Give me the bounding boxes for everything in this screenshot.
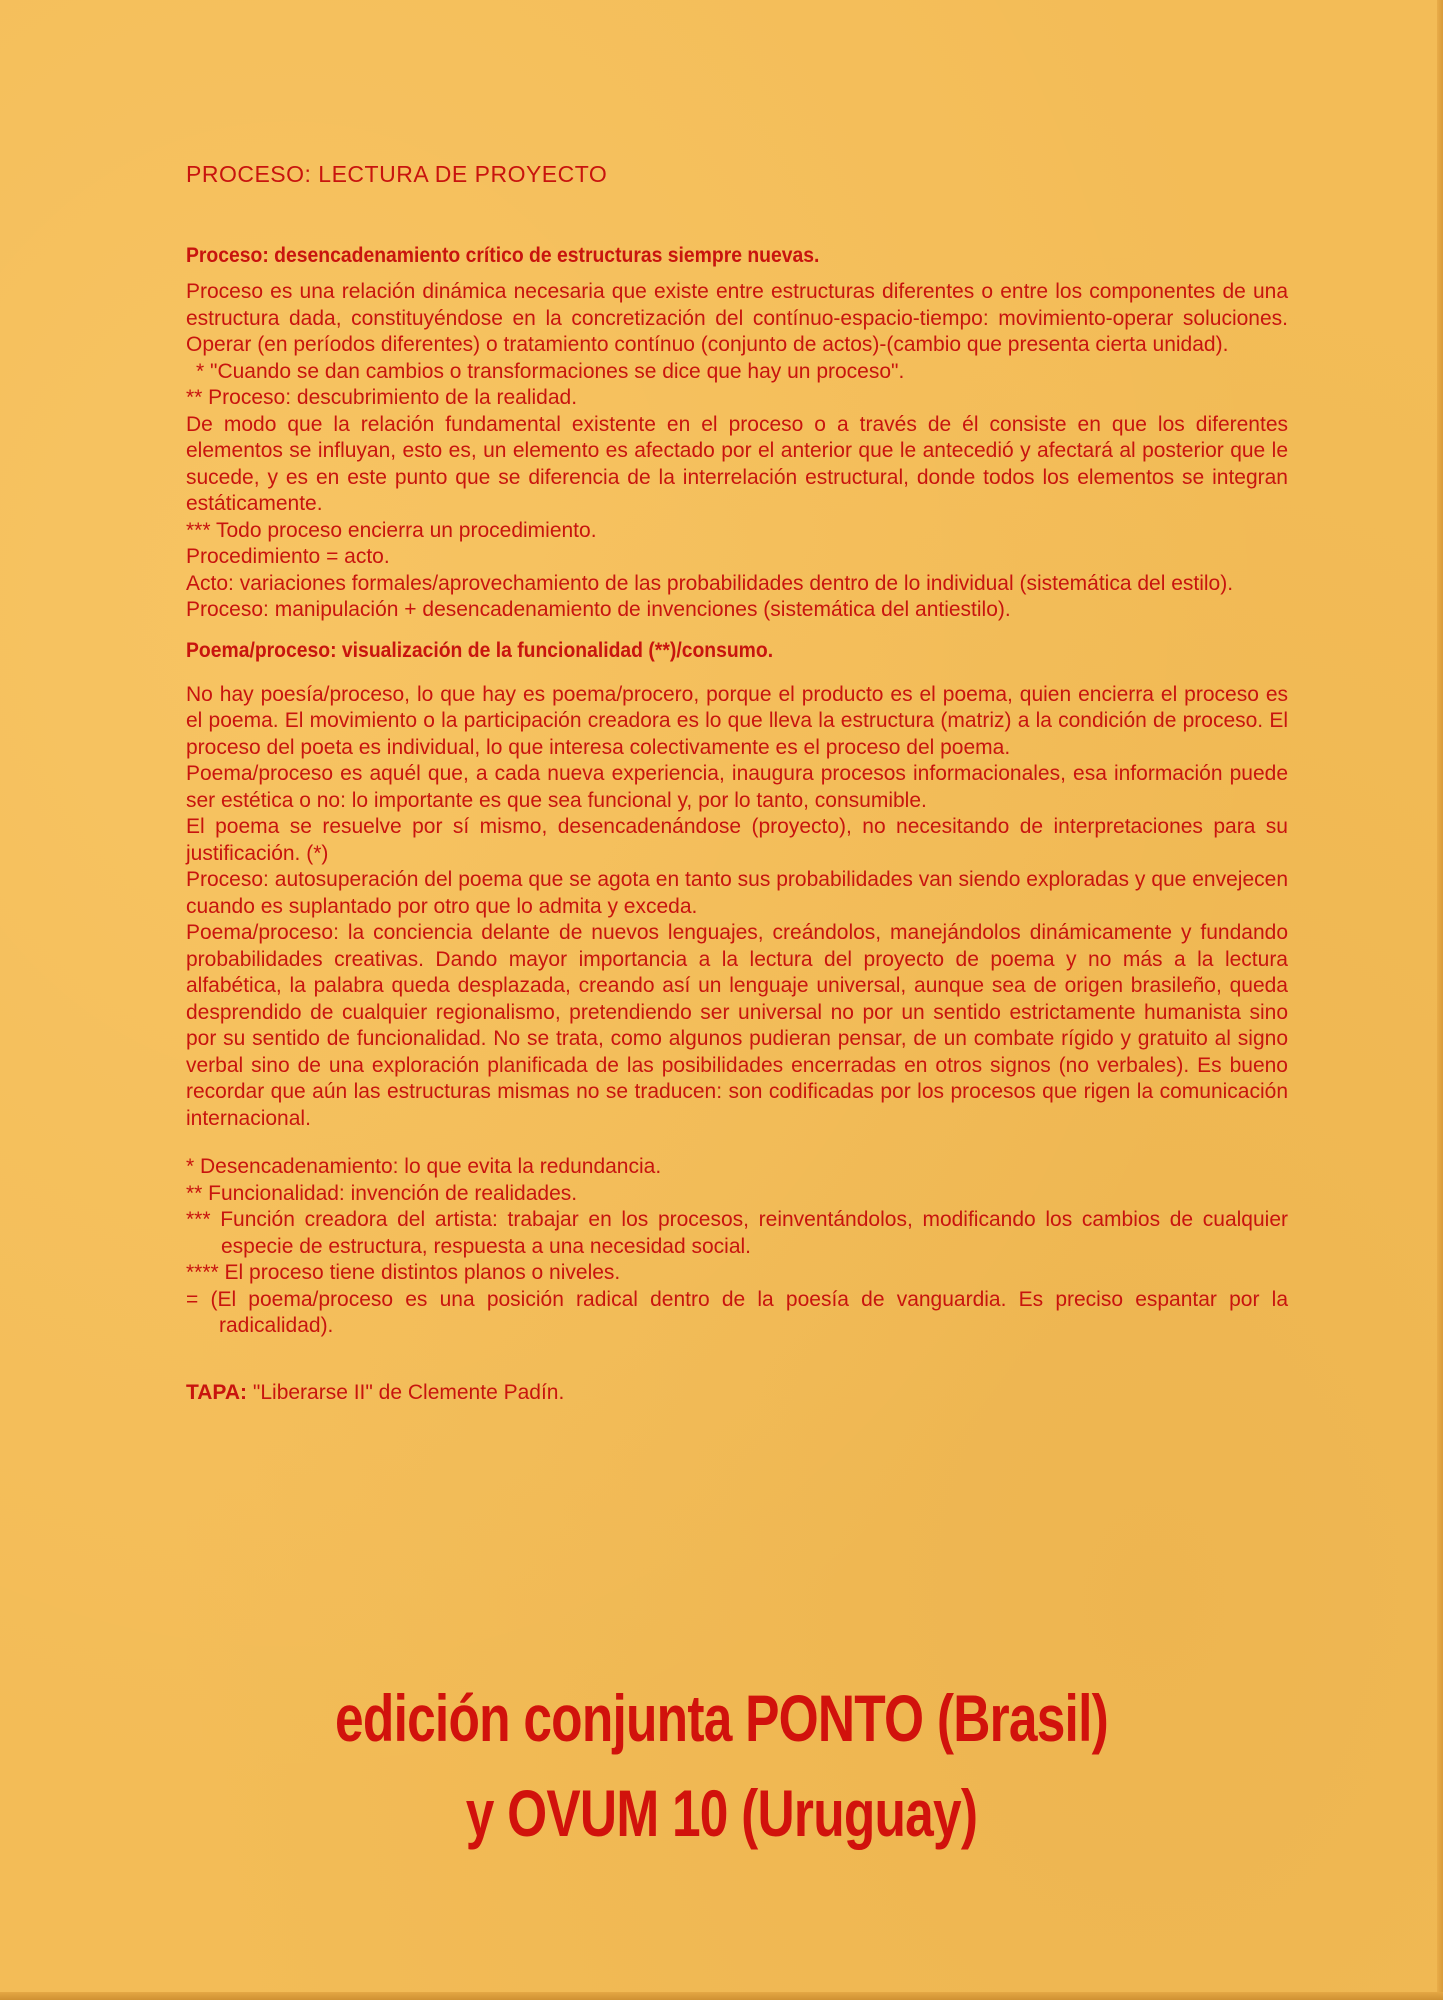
cover-credit-label: TAPA:	[186, 1380, 248, 1404]
note-5: = (El poema/proceso es una posición radical dentro de la poesía de vanguardia. Es preciso espantar por la radicalidad).	[186, 1287, 1288, 1337]
paragraph-10: Poema/proceso es aquél que, a cada nueva experiencia, inaugura procesos informacionales, esa información puede ser estética o no: lo importante es que sea funcional y, por lo tanto, consumible.	[186, 762, 1288, 812]
paper-edge-bottom	[0, 1992, 1443, 2000]
section-title-poema-proceso: Poema/proceso: visualización de la funcionalidad (**)/consumo.	[186, 637, 774, 662]
paragraph-3: ** Proceso: descubrimiento de la realidad.	[186, 386, 578, 409]
text-body	[186, 160, 1288, 1406]
paragraph-11: El poema se resuelve por sí mismo, desencadenándose (proyecto), no necesitando de interpretaciones para su justificación. (*)	[186, 815, 1288, 865]
paragraph-12: Proceso: autosuperación del poema que se agota en tanto sus probabilidades van siendo exploradas y que envejecen cuando es suplantado por otro que lo admita y exceda.	[186, 868, 1288, 918]
footer-line-2: y OVUM 10 (Uruguay)	[465, 1776, 978, 1850]
paragraph-7: Acto: variaciones formales/aprovechamiento de las probabilidades dentro de lo individual (sistemática del estilo).	[186, 571, 1234, 595]
note-1: * Desencadenamiento: lo que evita la redundancia.	[186, 1155, 662, 1178]
paragraph-4: De modo que la relación fundamental existente en el proceso o a través de él consiste en que los diferentes elementos se influyan, esto es, un elemento es afectado por el anterior que le antecedió y afectará al posterior que le sucede, y es en este punto que se diferencia de la interrelación estructural, donde todos los elementos se integran estáticamente.	[186, 412, 1288, 515]
paragraph-13: Poema/proceso: la conciencia delante de nuevos lenguajes, creándolos, manejándolos dinámicamente y fundando probabilidades creativas. Dando mayor importancia a la lectura del proyecto de poema y no más a la lectura alfabética, la palabra queda desplazada, creando así un lenguaje universal, aunque sea de origen brasileño, queda desprendido de cualquier regionalismo, pretendiendo ser universal no por un sentido estrictamente humanista sino por su sentido de funcionalidad. No se trata, como algunos pudieran pensar, de un combate rígido y gratuito al signo verbal sino de una exploración planificada de las posibilidades encerradas en otros signos (no verbales). Es bueno recordar que aún las estructuras mismas no se traducen: son codificadas por los procesos que rigen la comunicación internacional.	[186, 921, 1288, 1130]
paragraph-8: Proceso: manipulación + desencadenamiento de invenciones (sistemática del antiestilo).	[186, 598, 1011, 621]
footer-line-1: edición conjunta PONTO (Brasil)	[335, 1681, 1108, 1755]
note-2: ** Funcionalidad: invención de realidades.	[186, 1181, 578, 1205]
cover-credit	[186, 1380, 1288, 1407]
page-heading: PROCESO: LECTURA DE PROYECTO	[186, 161, 608, 187]
paragraph-9: No hay poesía/proceso, lo que hay es poema/procero, porque el producto es el poema, quien encierra el proceso es el poema. El movimiento o la participación creadora es lo que lleva la estructura (matriz) a la condición de proceso. El proceso del poeta es individual, lo que interesa colectivamente es el proceso del poema.	[186, 682, 1288, 759]
note-4: **** El proceso tiene distintos planos o niveles.	[186, 1261, 621, 1284]
cover-credit-text: "Liberarse II" de Clemente Padín.	[252, 1380, 565, 1404]
paragraph-2: * "Cuando se dan cambios o transformaciones se dice que hay un proceso".	[196, 359, 905, 383]
paragraph-6: Procedimiento = acto.	[186, 545, 390, 568]
paragraph-1: Proceso es una relación dinámica necesaria que existe entre estructuras diferentes o entre los componentes de una estructura dada, constituyéndose en la concretización del contínuo-espacio-tiempo: movimiento-operar soluciones. Operar (en períodos diferentes) o tratamiento contínuo (conjunto de actos)-(cambio que presenta cierta unidad).	[186, 280, 1288, 356]
note-3: *** Función creadora del artista: trabajar en los procesos, reinventándolos, modificando los cambios de cualquier especie de estructura, respuesta a una necesidad social.	[186, 1208, 1288, 1258]
paper-edge-right	[1437, 0, 1443, 2000]
paragraph-5: *** Todo proceso encierra un procedimiento.	[186, 518, 597, 542]
section-title-proceso: Proceso: desencadenamiento crítico de estructuras siempre nuevas.	[186, 243, 820, 267]
